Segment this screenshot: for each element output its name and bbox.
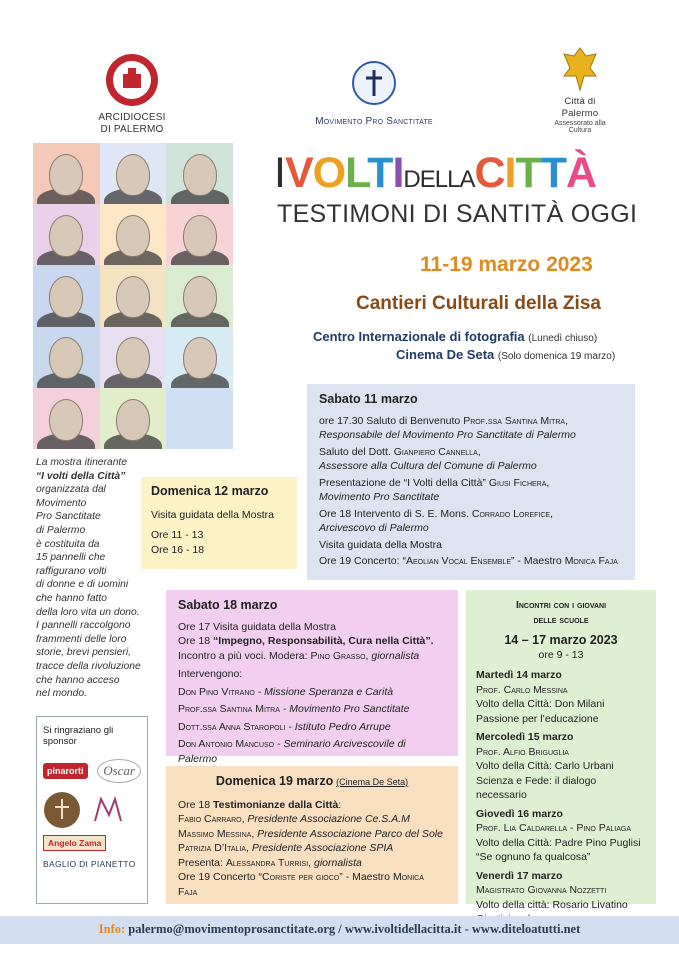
page-title xyxy=(274,150,596,203)
title-della: DELLA xyxy=(403,166,475,193)
sponsor-emblem-icon xyxy=(43,791,81,829)
giovani-days xyxy=(476,668,646,927)
giovani-l1: Volto della Città: Carlo Urbani xyxy=(476,760,614,772)
portrait-cell xyxy=(166,327,233,388)
program-line: Visita guidata della Mostra xyxy=(319,538,442,551)
program-line: Saluto del Dott. Gianpiero Cannella, xyxy=(319,445,481,458)
program-line: Ore 18 “Impegno, Responsabilità, Cura nella Città”. xyxy=(178,635,434,647)
intro-line: nel mondo. xyxy=(36,688,87,700)
speaker-line: Don Pino Vitrano - Missione Speranza e Carità xyxy=(178,685,394,698)
intro-line: I pannelli raccolgono xyxy=(36,620,131,632)
assessorato-label: Assessorato alla Cultura xyxy=(554,120,606,134)
title-letter: I xyxy=(504,149,516,197)
box-heading: Sabato 18 marzo xyxy=(178,598,278,612)
intro-line: raffigurano volti xyxy=(36,565,107,577)
sponsor-zama: Angelo Zama xyxy=(43,835,106,851)
eagle-crest-icon xyxy=(562,46,598,92)
giovani-who: Prof. Alfio Briguglia xyxy=(476,745,569,758)
diocese-seal-icon xyxy=(104,52,160,108)
center-fotografia-name: Centro Internazionale di fotografia xyxy=(313,329,525,344)
portrait-cell xyxy=(166,143,233,204)
giovani-subheading: delle scuole xyxy=(533,613,589,626)
program-line: Arcivescovo di Palermo xyxy=(319,522,429,534)
pro-sanctitate-label: Movimento Pro Sanctitate xyxy=(315,116,433,127)
cinema-note: (Solo domenica 19 marzo) xyxy=(497,351,616,362)
portrait-cell xyxy=(33,143,100,204)
portrait-face xyxy=(116,215,150,257)
footer-label: Info: xyxy=(98,922,126,936)
sponsor-baglio: BAGLIO DI PIANETTO xyxy=(43,859,136,869)
sponsor-oscar: Oscar xyxy=(97,759,141,783)
domenica-12-box xyxy=(141,477,297,569)
venue-cinema xyxy=(396,347,615,362)
portrait-face xyxy=(49,154,83,196)
portrait-face xyxy=(183,276,217,318)
giovani-who: Prof. Lia Caldarella - Pino Paliaga xyxy=(476,822,632,834)
intro-line: che hanno acceso xyxy=(36,674,120,686)
intro-line: organizzata dal xyxy=(36,484,106,496)
logo-arcidiocesi xyxy=(86,52,178,136)
portrait-face xyxy=(183,215,217,257)
portrait-face xyxy=(116,337,150,379)
program-line: Ore 16 - 18 xyxy=(151,543,205,556)
portrait-face xyxy=(183,154,217,196)
portrait-face xyxy=(116,399,150,441)
program-line: Movimento Pro Sanctitate xyxy=(319,491,440,503)
intro-line: “I volti della Città” xyxy=(36,470,126,482)
footer-contacts[interactable]: palermo@movimentoprosanctitate.org / www.ivoltidellacitta.it - www.diteloatutti.net xyxy=(125,922,581,936)
event-venue: Cantieri Culturali della Zisa xyxy=(356,293,601,314)
intro-line: 15 pannelli che xyxy=(36,552,106,564)
portrait-cell xyxy=(33,204,100,265)
giovani-day: Giovedì 16 marzo xyxy=(476,807,563,820)
intro-line: di Palermo xyxy=(36,524,86,536)
program-line: Ore 11 - 13 xyxy=(151,529,204,541)
intro-line: è costituita da xyxy=(36,538,100,550)
portrait-cell xyxy=(100,265,167,326)
box-heading: Domenica 12 marzo xyxy=(151,484,269,498)
portrait-face xyxy=(49,399,83,441)
giovani-day xyxy=(476,730,646,803)
citta-palermo-label: Città di Palermo xyxy=(561,96,599,119)
intro-line: storie, brevi pensieri, xyxy=(36,647,131,659)
intro-line: della loro vita un dono. xyxy=(36,606,140,618)
speaker-line: Patrizia D’Italia, Presidente Associazione SPIA xyxy=(178,842,394,854)
title-i: I xyxy=(274,149,285,197)
portrait-cell xyxy=(166,265,233,326)
program-line: Incontro a più voci. Modera: Pino Grasso, giornalista xyxy=(178,649,420,662)
speaker-line: Massimo Messina, Presidente Associazione Parco del Sole xyxy=(178,827,443,840)
title-letter: V xyxy=(284,149,313,197)
program-line: Ore 18 Testimonianze dalla Città: xyxy=(178,798,342,811)
palermo-label: DI PALERMO xyxy=(100,124,164,135)
intro-line: La mostra itinerante xyxy=(36,457,128,468)
cinema-name: Cinema De Seta xyxy=(396,347,495,362)
sponsor-pinarorti: pinarorti xyxy=(43,763,88,779)
intro-line: di donne e di uomini xyxy=(36,579,129,591)
giovani-l2: Scienza e Fede: il dialogo necessario xyxy=(476,774,597,801)
footer-info-bar xyxy=(0,916,679,944)
sabato-18-box xyxy=(166,590,458,765)
portrait-cell xyxy=(100,327,167,388)
box-heading: Domenica 19 marzo xyxy=(215,774,334,788)
center-fotografia-note: (Lunedì chiuso) xyxy=(528,333,598,344)
program-line: Presentazione de “I Volti della Città” Giusi Fichera, xyxy=(319,476,550,489)
program-line: Visita guidata della Mostra xyxy=(151,508,274,521)
program-line: ore 17.30 Saluto di Benvenuto Prof.ssa Santina Mitra, xyxy=(319,414,569,427)
sponsor-row xyxy=(43,791,141,829)
giovani-day: Mercoledì 15 marzo xyxy=(476,731,574,743)
speaker-line: Prof.ssa Santina Mitra - Movimento Pro Sanctitate xyxy=(178,703,410,715)
intro-line: che hanno fatto xyxy=(36,592,107,604)
page-subtitle: TESTIMONI DI SANTITÀ OGGI xyxy=(277,200,638,228)
venue-center-fotografia xyxy=(313,329,597,344)
portrait-face xyxy=(116,154,150,196)
giovani-day: Venerdì 17 marzo xyxy=(476,869,563,882)
portrait-cell xyxy=(33,388,100,449)
giovani-l2: “Se ognuno fa qualcosa” xyxy=(476,851,591,863)
portrait-face xyxy=(49,337,83,379)
box-heading-row xyxy=(178,774,446,790)
intro-line: Pro Sanctitate xyxy=(36,511,101,523)
giovani-dates: 14 – 17 marzo 2023 xyxy=(504,633,618,647)
box-heading: Sabato 11 marzo xyxy=(319,392,418,406)
giovani-day xyxy=(476,668,646,726)
portrait-face xyxy=(49,276,83,318)
portrait-cell xyxy=(166,388,233,449)
sponsor-ml-logo-icon xyxy=(91,795,129,825)
domenica-19-box xyxy=(166,766,458,904)
title-letter: T xyxy=(367,149,393,197)
title-letter: L xyxy=(345,149,368,197)
giovani-l1: Volto della Città: Padre Pino Puglisi xyxy=(476,836,641,849)
portrait-face xyxy=(183,337,217,379)
sponsor-box xyxy=(36,716,148,904)
sabato-11-box xyxy=(307,384,635,580)
portrait-face xyxy=(116,276,150,318)
portrait-face xyxy=(49,215,83,257)
giovani-hours: ore 9 - 13 xyxy=(538,648,584,661)
giovani-day xyxy=(476,807,646,865)
title-letter: T xyxy=(515,149,541,197)
program-line: Presenta: Alessandra Turrisi, giornalista xyxy=(178,856,362,869)
title-letter: À xyxy=(566,149,597,197)
giovani-who: Prof. Carlo Messina xyxy=(476,683,568,696)
event-dates: 11-19 marzo 2023 xyxy=(420,253,593,276)
giovani-l1: Volto della Città: Don Milani xyxy=(476,698,605,710)
giovani-day: Martedì 14 marzo xyxy=(476,669,562,681)
box-heading-note: (Cinema De Seta) xyxy=(336,777,409,787)
program-line: Ore 19 Concerto: “Aeolian Vocal Ensemble” - Maestro Monica Faja xyxy=(319,555,618,567)
program-line: Intervengono: xyxy=(178,668,243,680)
speaker-line: Dott.ssa Anna Staropoli - Istituto Pedro Arrupe xyxy=(178,720,391,733)
program-line: Ore 18 Intervento di S. E. Mons. Corrado Lorefice, xyxy=(319,507,554,520)
title-letter: T xyxy=(540,149,567,197)
intro-text xyxy=(36,456,144,701)
intro-line: Movimento xyxy=(36,497,87,509)
sponsor-heading: Si ringraziano gli sponsor xyxy=(43,725,114,747)
portrait-cell xyxy=(33,265,100,326)
cross-circle-icon xyxy=(349,58,399,108)
portrait-cell xyxy=(100,388,167,449)
program-line: Responsabile del Movimento Pro Sanctitate di Palermo xyxy=(319,429,576,441)
logo-citta-palermo xyxy=(548,46,612,134)
title-letter: I xyxy=(392,149,404,197)
program-line: Ore 17 Visita guidata della Mostra xyxy=(178,620,336,633)
sponsor-row xyxy=(43,759,141,783)
portrait-cell xyxy=(166,204,233,265)
portrait-cell xyxy=(33,327,100,388)
intro-line: tracce della rivoluzione xyxy=(36,660,141,672)
title-letter: C xyxy=(474,149,505,197)
speaker-line: Fabio Carraro, Presidente Associazione Ce.S.A.M xyxy=(178,813,410,825)
intro-line: frammenti delle loro xyxy=(36,633,127,645)
portrait-cell xyxy=(100,204,167,265)
speaker-line: Don Antonio Mancuso - Seminario Arcivescovile di Palermo xyxy=(178,738,406,765)
giovani-l2: Passione per l’educazione xyxy=(476,712,599,725)
giovani-box xyxy=(466,590,656,911)
arcidiocesi-label: ARCIDIOCESI xyxy=(98,112,166,123)
giovani-l1: Volto della città: Rosario Livatino xyxy=(476,898,628,911)
logo-pro-sanctitate xyxy=(304,58,444,128)
title-letter: O xyxy=(312,149,346,197)
program-line: Ore 19 Concerto “Coriste per gioco” - Maestro Monica Faja xyxy=(178,871,424,898)
giovani-who: Magistrato Giovanna Nozzetti xyxy=(476,884,607,896)
program-line: Assessore alla Cultura del Comune di Palermo xyxy=(319,460,537,472)
giovani-heading: Incontri con i giovani xyxy=(515,599,607,611)
portrait-cell xyxy=(100,143,167,204)
portrait-grid xyxy=(33,143,233,449)
